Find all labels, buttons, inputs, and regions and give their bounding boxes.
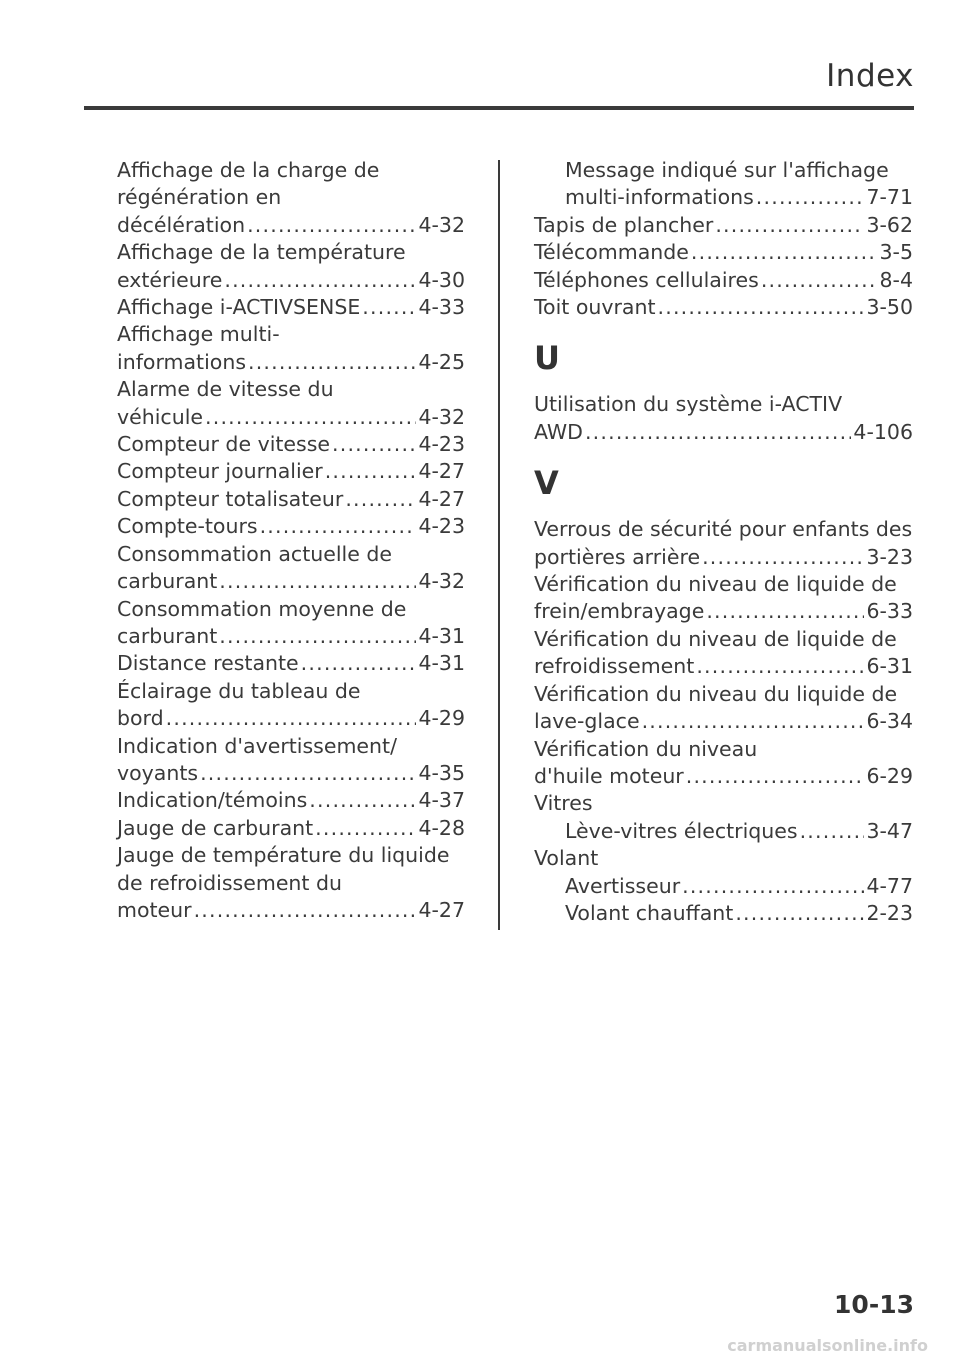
index-entry-term: frein/embrayage — [534, 599, 705, 624]
index-entry-line — [117, 513, 465, 540]
leader-dots — [224, 267, 416, 294]
index-entry-term: Toit ouvrant — [534, 295, 656, 320]
page-number: 10-13 — [834, 1290, 914, 1319]
index-entry-line — [117, 650, 465, 677]
index-page-ref: 8-4 — [879, 267, 913, 292]
index-page-ref: 4-25 — [418, 349, 465, 374]
index-entry — [534, 294, 913, 321]
index-entry-line — [117, 705, 465, 732]
leader-dots — [686, 763, 865, 790]
leader-dots — [315, 815, 416, 842]
index-page-ref: 4-23 — [418, 514, 465, 539]
index-entry — [534, 845, 913, 872]
index-entry — [117, 541, 465, 596]
index-page-ref: 6-31 — [866, 654, 913, 679]
leader-dots — [260, 513, 417, 540]
index-entry-line — [534, 294, 913, 321]
index-entry-term: Jauge de carburant — [117, 815, 314, 840]
index-entry — [534, 212, 913, 239]
index-entry-line — [117, 212, 465, 239]
index-entry-text: de refroidissement du — [117, 870, 342, 895]
leader-dots — [166, 705, 417, 732]
index-entry-term: Compteur totalisateur — [117, 486, 344, 511]
index-entry — [534, 736, 913, 791]
index-entry-term: Affichage i-ACTIVSENSE — [117, 295, 361, 320]
index-entry-line — [117, 568, 465, 595]
index-entry-term: voyants — [117, 760, 199, 785]
index-page-ref: 4-27 — [418, 459, 465, 484]
leader-dots — [219, 568, 416, 595]
leader-dots — [715, 212, 864, 239]
index-entry-text: Vérification du niveau de liquide de — [534, 572, 897, 597]
index-entry-text: Alarme de vitesse du — [117, 377, 334, 402]
index-page-ref: 4-23 — [418, 432, 465, 457]
leader-dots — [702, 544, 864, 571]
index-entry — [534, 157, 913, 212]
index-entry — [534, 790, 913, 817]
index-page-ref: 4-31 — [418, 623, 465, 648]
leader-dots — [194, 897, 417, 924]
index-entry — [117, 321, 465, 376]
index-heading: Vitres — [534, 791, 593, 816]
index-entry-text: Vérification du niveau — [534, 736, 758, 761]
index-entry-line — [117, 486, 465, 513]
index-entry — [534, 900, 913, 927]
index-entry-term: Lève-vitres électriques — [565, 818, 798, 843]
index-entry-line — [565, 818, 913, 845]
index-entry-term: refroidissement — [534, 654, 695, 679]
index-entry-line — [117, 760, 465, 787]
index-page-ref: 4-32 — [418, 212, 465, 237]
index-entry-line — [117, 787, 465, 814]
index-page-ref: 3-50 — [866, 295, 913, 320]
index-page-ref: 3-5 — [879, 240, 913, 265]
section-letter: U — [534, 339, 560, 378]
index-entry-term: Avertisseur — [565, 873, 681, 898]
leader-dots — [800, 818, 865, 845]
column-divider — [498, 160, 500, 930]
index-entry — [534, 571, 913, 626]
index-entry — [117, 239, 465, 294]
index-entry — [534, 267, 913, 294]
index-page-ref: 4-27 — [418, 897, 465, 922]
index-entry-text: Utilisation du système i-ACTIV — [534, 392, 843, 417]
index-entry-text: Affichage de la charge de — [117, 158, 380, 182]
index-entry — [117, 787, 465, 814]
index-entry-text: Affichage multi- — [117, 322, 280, 347]
index-entry-term: carburant — [117, 623, 218, 648]
index-entry — [117, 842, 465, 924]
index-page-ref: 4-29 — [418, 706, 465, 731]
leader-dots — [332, 431, 416, 458]
index-entry-line — [117, 431, 465, 458]
index-entry-term: Tapis de plancher — [534, 212, 714, 237]
index-entry — [534, 873, 913, 900]
index-page-ref: 4-106 — [853, 419, 913, 444]
index-page-ref: 6-33 — [866, 599, 913, 624]
index-entry — [117, 815, 465, 842]
index-entry-line — [117, 267, 465, 294]
leader-dots — [658, 294, 865, 321]
leader-dots — [301, 650, 417, 677]
index-page-ref: 2-23 — [866, 900, 913, 925]
index-page-ref: 4-32 — [418, 404, 465, 429]
index-page-ref: 3-62 — [866, 212, 913, 237]
index-heading: Volant — [534, 846, 599, 871]
index-page-ref: 4-31 — [418, 651, 465, 676]
index-entry-text: Consommation moyenne de — [117, 596, 407, 621]
index-entry — [117, 458, 465, 485]
index-entry-term: d'huile moteur — [534, 763, 684, 788]
index-entry-term: Compte-tours — [117, 514, 258, 539]
index-entry — [534, 239, 913, 266]
index-entry-line — [534, 598, 913, 625]
index-page-ref: 3-47 — [866, 818, 913, 843]
index-entry-line — [534, 267, 913, 294]
index-entry-term: Indication/témoins — [117, 788, 308, 813]
index-entry-text: Vérification du niveau du liquide de — [534, 681, 898, 706]
index-entry-line — [565, 900, 913, 927]
index-entry — [117, 733, 465, 788]
index-page-ref: 4-33 — [418, 295, 465, 320]
leader-dots — [345, 486, 416, 513]
index-page-ref: 4-28 — [418, 815, 465, 840]
index-entry — [534, 818, 913, 845]
index-entry-line — [534, 653, 913, 680]
index-page-ref: 4-27 — [418, 486, 465, 511]
index-entry-term: lave-glace — [534, 709, 640, 734]
index-entry-text: Affichage de la température — [117, 240, 406, 265]
index-entry — [117, 157, 465, 239]
leader-dots — [200, 760, 416, 787]
leader-dots — [205, 404, 416, 431]
index-entry-text: Vérification du niveau de liquide de — [534, 626, 897, 651]
index-entry-term: Distance restante — [117, 651, 299, 676]
index-entry-line — [117, 294, 465, 321]
index-entry-line — [565, 873, 913, 900]
footer-watermark: carmanualsonline.info — [727, 1336, 928, 1355]
index-entry — [117, 650, 465, 677]
section-letter: V — [534, 464, 559, 503]
leader-dots — [219, 623, 416, 650]
index-page-ref: 6-34 — [866, 709, 913, 734]
index-entry-text: Verrous de sécurité pour enfants des — [534, 517, 913, 542]
index-entry — [534, 516, 913, 571]
index-entry-term: multi-informations — [565, 185, 754, 210]
index-entry-term: Compteur journalier — [117, 459, 323, 484]
index-entry-text: régénération en — [117, 185, 282, 210]
index-entry-line — [534, 708, 913, 735]
index-entry-line — [534, 544, 913, 571]
index-page-ref: 4-32 — [418, 569, 465, 594]
index-entry — [117, 486, 465, 513]
index-page-ref: 3-23 — [866, 544, 913, 569]
index-entry-line — [117, 897, 465, 924]
leader-dots — [691, 239, 878, 266]
leader-dots — [325, 458, 417, 485]
leader-dots — [247, 212, 416, 239]
index-page-ref: 4-30 — [418, 267, 465, 292]
index-entry-term: Télécommande — [534, 240, 689, 265]
index-page-ref: 4-37 — [418, 788, 465, 813]
index-entry-term: Compteur de vitesse — [117, 432, 331, 457]
index-entry — [117, 376, 465, 431]
index-column-left — [117, 157, 465, 924]
index-entry-line — [534, 239, 913, 266]
index-entry — [117, 294, 465, 321]
index-entry-term: Téléphones cellulaires — [534, 267, 759, 292]
index-column-right — [534, 157, 913, 927]
index-entry-term: bord — [117, 706, 164, 731]
leader-dots — [735, 900, 864, 927]
index-entry-term: véhicule — [117, 404, 204, 429]
index-entry — [117, 596, 465, 651]
index-entry — [534, 626, 913, 681]
leader-dots — [642, 708, 865, 735]
header-rule — [84, 106, 914, 110]
index-page-ref: 4-35 — [418, 760, 465, 785]
index-entry-term: informations — [117, 349, 246, 374]
index-entry-text: Jauge de température du liquide — [117, 843, 450, 868]
index-entry-line — [117, 623, 465, 650]
leader-dots — [696, 653, 864, 680]
index-entry-term: moteur — [117, 897, 192, 922]
index-entry-text: Indication d'avertissement/ — [117, 733, 397, 758]
index-entry-line — [117, 458, 465, 485]
index-entry-text: Consommation actuelle de — [117, 541, 392, 566]
index-entry-line — [117, 815, 465, 842]
index-entry — [117, 431, 465, 458]
index-entry-term: AWD — [534, 419, 583, 444]
index-entry-term: Volant chauffant — [565, 900, 734, 925]
leader-dots — [682, 873, 864, 900]
leader-dots — [248, 349, 416, 376]
index-entry-term: décélération — [117, 212, 246, 237]
index-entry-line — [117, 404, 465, 431]
index-page-ref: 4-77 — [866, 873, 913, 898]
index-entry-term: carburant — [117, 569, 218, 594]
leader-dots — [585, 419, 851, 446]
index-page-ref: 6-29 — [866, 763, 913, 788]
index-entry-line — [534, 212, 913, 239]
leader-dots — [761, 267, 878, 294]
index-entry — [117, 513, 465, 540]
index-entry-line — [534, 763, 913, 790]
leader-dots — [756, 184, 865, 211]
index-entry-term: portières arrière — [534, 544, 701, 569]
leader-dots — [362, 294, 416, 321]
leader-dots — [309, 787, 416, 814]
index-entry-term: extérieure — [117, 267, 223, 292]
index-entry-line — [117, 349, 465, 376]
index-entry — [534, 681, 913, 736]
index-page-ref: 7-71 — [866, 185, 913, 210]
index-entry-line — [565, 184, 913, 211]
index-entry-text: Éclairage du tableau de — [117, 678, 361, 703]
index-entry-text: Message indiqué sur l'affichage — [565, 158, 889, 182]
page-header-title: Index — [826, 58, 914, 94]
index-entry — [117, 678, 465, 733]
index-entry-line — [534, 419, 913, 446]
leader-dots — [706, 598, 864, 625]
index-entry — [534, 391, 913, 446]
